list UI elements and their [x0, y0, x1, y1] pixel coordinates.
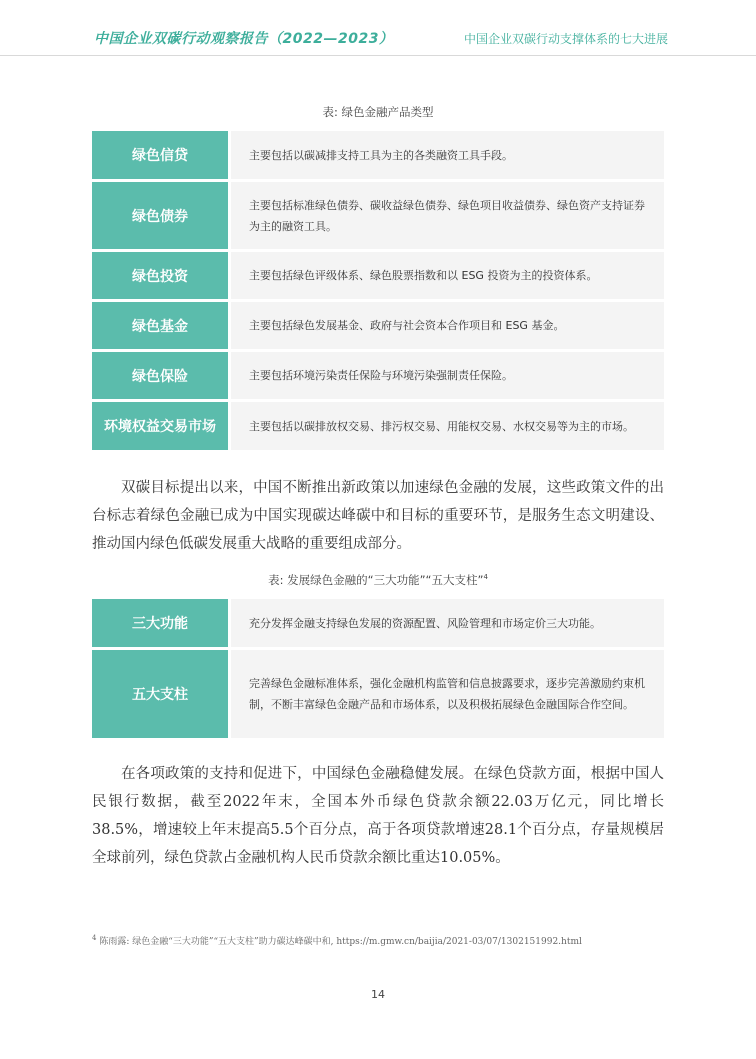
table-row: [92, 252, 664, 299]
table-row: [92, 402, 664, 450]
table-row: [92, 650, 664, 738]
category-cell: 绿色基金: [92, 302, 231, 349]
table2-caption: [0, 572, 756, 588]
description-cell: 主要包括环境污染责任保险与环境污染强制责任保险。: [231, 352, 664, 399]
page-number: 14: [371, 988, 385, 1001]
report-title: 中国企业双碳行动观察报告（2022—2023）: [94, 31, 394, 47]
category-cell: 环境权益交易市场: [92, 402, 231, 450]
green-finance-product-table: [92, 128, 664, 453]
footnote-marker: 4: [92, 934, 97, 942]
description-cell: 充分发挥金融支持绿色发展的资源配置、风险管理和市场定价三大功能。: [231, 599, 664, 647]
description-cell: 主要包括绿色发展基金、政府与社会资本合作项目和 ESG 基金。: [231, 302, 664, 349]
page-header: [0, 0, 756, 56]
table-row: [92, 599, 664, 647]
table-row: [92, 352, 664, 399]
category-cell: 绿色债券: [92, 182, 231, 249]
footnote-text: 陈雨露: 绿色金融“三大功能”“五大支柱”助力碳达峰碳中和, https://m.gmw.cn/baijia/2021-03/07/1302151992.html: [99, 937, 582, 947]
category-cell: 绿色信贷: [92, 131, 231, 179]
table-row: [92, 131, 664, 179]
category-cell: 五大支柱: [92, 650, 231, 738]
description-cell: 主要包括以碳排放权交易、排污权交易、用能权交易、水权交易等为主的市场。: [231, 402, 664, 450]
table2-caption-text: 表: 发展绿色金融的“三大功能”“五大支柱”: [268, 573, 484, 587]
body-paragraph: 在各项政策的支持和促进下，中国绿色金融稳健发展。在绿色贷款方面，根据中国人民银行数据，截至2022年末，全国本外币绿色贷款余额22.03万亿元，同比增长38.5%，增速较上年末提高5.5个百分点，高于各项贷款增速28.1个百分点，存量规模居全球前列，绿色贷款占金融机构人民币贷款余额比重达10.05%。: [92, 766, 664, 866]
body-paragraph: 双碳目标提出以来，中国不断推出新政策以加速绿色金融的发展，这些政策文件的出台标志着绿色金融已成为中国实现碳达峰碳中和目标的重要环节，是服务生态文明建设、推动国内绿色低碳发展重大战略的重要组成部分。: [92, 480, 664, 552]
description-cell: 完善绿色金融标准体系，强化金融机构监管和信息披露要求，逐步完善激励约束机制，不断丰富绿色金融产品和市场体系，以及积极拓展绿色金融国际合作空间。: [231, 650, 664, 738]
table-row: [92, 302, 664, 349]
category-cell: 绿色保险: [92, 352, 231, 399]
category-cell: 三大功能: [92, 599, 231, 647]
description-cell: 主要包括以碳减排支持工具为主的各类融资工具手段。: [231, 131, 664, 179]
footnote: [92, 934, 692, 947]
description-cell: 主要包括绿色评级体系、绿色股票指数和以 ESG 投资为主的投资体系。: [231, 252, 664, 299]
table-row: [92, 182, 664, 249]
three-functions-five-pillars-table: [92, 596, 664, 741]
category-cell: 绿色投资: [92, 252, 231, 299]
footnote-ref: 4: [483, 573, 488, 582]
description-cell: 主要包括标准绿色债券、碳收益绿色债券、绿色项目收益债券、绿色资产支持证券为主的融资工具。: [231, 182, 664, 249]
section-title: 中国企业双碳行动支撑体系的七大进展: [463, 32, 668, 46]
table1-caption: 表: 绿色金融产品类型: [322, 105, 434, 119]
